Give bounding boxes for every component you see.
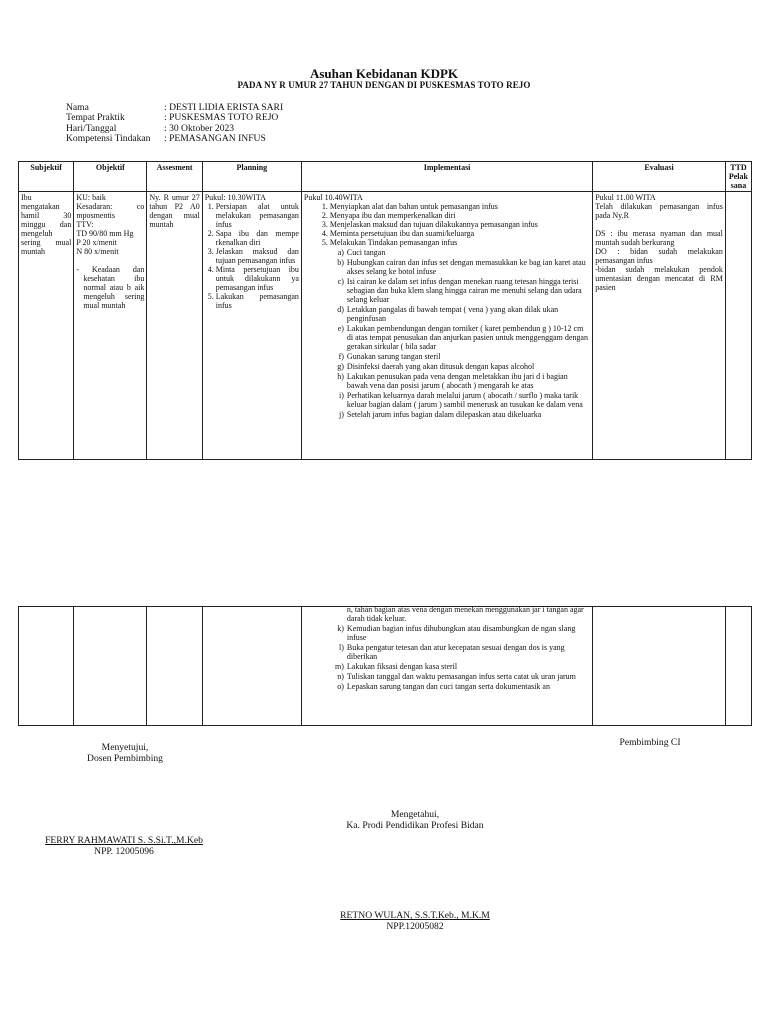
evaluasi-ds: DS : ibu merasa nyaman dan mual muntah sudah berkurang	[595, 229, 723, 247]
cell-ttd	[725, 192, 751, 460]
step-item	[339, 410, 590, 419]
acknowledgment-label: Mengetahui,	[390, 809, 440, 820]
step-item	[337, 362, 590, 371]
implementasi-time: Pukul 10.40WITA	[303, 193, 363, 202]
cont-cell-assesment	[147, 607, 202, 726]
document-subtitle: PADA NY R UMUR 27 TAHUN DENGAN DI PUSKESMAS TOTO REJO	[237, 80, 531, 90]
head-signature	[300, 910, 530, 932]
step-mark: d)	[337, 305, 344, 314]
step-mark: c)	[337, 277, 344, 286]
implementasi-item: 3. Menjelaskan maksud dan tujuan dilakukannya pemasangan infus	[330, 220, 590, 229]
info-row-kompetensi	[66, 134, 283, 144]
planning-item: 5. Lakukan pemasangan infus	[216, 292, 299, 310]
cell-implementasi	[301, 192, 592, 460]
step-item	[337, 248, 590, 257]
planning-item: 2. Sapa ibu dan mempe rkenalkan diri	[216, 229, 299, 247]
objektif-kesadaran: Kesadaran: co mposmentis	[76, 202, 145, 220]
cell-assesment: Ny. R umur 27 tahun P2 A0 dengan mual muntah	[147, 192, 202, 460]
step-text: Kemudian bagian infus dihubungkan atau disambungkan de ngan slang infuse	[346, 624, 576, 642]
step-text: Isi cairan ke dalam set infus dengan menekan ruang tetesan hingga terisi sebagian dan buka klem slang hingga cairan me menuhi selang dan udara selang keluar	[346, 277, 582, 304]
step-mark: n)	[337, 672, 344, 681]
step-text: Disinfeksi daerah yang akan ditusuk dengan kapas alcohol	[346, 362, 535, 371]
approval-block	[60, 742, 190, 764]
cont-cell-implementasi	[301, 607, 592, 726]
step-mark: m)	[335, 662, 344, 671]
step-mark: i)	[339, 391, 344, 400]
header-objektif: Objektif	[74, 162, 147, 192]
step-item	[337, 672, 590, 681]
info-label: Tempat Praktik	[66, 112, 125, 124]
step-text: Gunakan sarung tangan steril	[346, 352, 441, 361]
header-subjektif: Subjektif	[19, 162, 74, 192]
planning-time: Pukul: 10.30WITA	[204, 193, 266, 202]
step-text: Hubungkan cairan dan infus set dengan memasukkan ke bag ian karet atau akses selang ke botol infuse	[346, 258, 586, 276]
info-value: : DESTI LIDIA ERISTA SARI	[164, 102, 284, 113]
step-item	[337, 372, 590, 390]
step-text: Tuliskan tanggal dan waktu pemasangan infus serta catat uk uran jarum	[346, 672, 576, 681]
cont-cell-ttd	[725, 607, 751, 726]
step-text: Perhatikan keluarnya darah melalui jarum ( abocath / surflo ) maka tarik keluar bagian dalam ( jarum ) sambil menerusk an tusukan ke dalam vena	[346, 391, 583, 409]
step-text: Cuci tangan	[346, 248, 386, 257]
cell-objektif	[74, 192, 147, 460]
step-item	[339, 643, 590, 661]
step-mark: e)	[337, 324, 344, 333]
step-item	[338, 352, 590, 361]
cell-planning	[202, 192, 301, 460]
step-mark: l)	[339, 643, 344, 652]
step-text: Lepaskan sarung tangan dan cuci tangan serta dokumentasik an	[346, 682, 550, 691]
step-mark: b)	[337, 258, 344, 267]
info-value: : PUSKESMAS TOTO REJO	[164, 112, 279, 124]
step-item	[335, 662, 590, 671]
step-mark: a)	[337, 248, 344, 257]
soap-table	[18, 161, 752, 460]
step-item	[337, 277, 590, 304]
objektif-keadaan: - Keadaan dan kesehatan ibu normal atau b aik mengeluh sering mual muntah	[76, 265, 145, 310]
planning-list	[205, 202, 299, 310]
header-ttd: TTD Pelak sana	[725, 162, 751, 192]
step-mark: k)	[337, 624, 344, 633]
implementasi-item: 4. Meminta persetujuan ibu dan suami/keluarga	[330, 229, 590, 238]
step-text: Lakukan penusukan pada vena dengan meletakkan ibu jari d i bagian bawah vena dan posisi jarum ( abocath ) mengarah ke atas	[346, 372, 568, 390]
continuation-text: n, tahan bagian atas vena dengan menekan menggunakan jar i tangan agar darah tidak keluar.	[346, 605, 584, 623]
step-mark: f)	[338, 352, 344, 361]
header-implementasi: Implementasi	[301, 162, 592, 192]
acknowledgment-role: Ka. Prodi Pendidikan Profesi Bidan	[346, 820, 484, 831]
implementasi-item: 1. Menyiapkan alat dan bahan untuk pemasangan infus	[330, 202, 590, 211]
step-mark: g)	[337, 362, 344, 371]
head-npp: NPP.12005082	[386, 921, 444, 932]
implementasi-steps	[304, 248, 590, 419]
info-label: Hari/Tanggal	[66, 122, 117, 134]
approval-role: Dosen Pembimbing	[87, 753, 163, 764]
approval-label: Menyetujui,	[101, 742, 149, 753]
objektif-ku: KU: baik	[76, 193, 106, 202]
cont-cell-planning	[202, 607, 301, 726]
step-mark: j)	[339, 410, 344, 419]
cont-cell-evaluasi	[593, 607, 726, 726]
planning-item: 1. Persiapan alat untuk melakukan pemasangan infus	[216, 202, 299, 229]
cont-cell-subjektif	[19, 607, 74, 726]
step-item	[337, 624, 590, 642]
step-text: Setelah jarum infus bagian dalam dilepaskan atau dikeluarka	[346, 410, 542, 419]
ci-supervisor-label: Pembimbing CI	[619, 737, 681, 748]
implementasi-item: 5. Melakukan Tindakan pemasangan infus	[330, 238, 590, 247]
step-item	[337, 305, 590, 323]
info-value: : PEMASANGAN INFUS	[164, 133, 266, 145]
step-item	[339, 391, 590, 409]
step-text: Lakukan pembendungan dengan torniker ( karet pembendun g ) 10-12 cm di atas tempat penusukan dan anjurkan pasien untuk menggenggam dengan gerakan sirkular ( bila sadar	[346, 324, 588, 351]
soap-table-continued	[18, 606, 752, 726]
info-label: Nama	[66, 102, 89, 113]
objektif-n: N 80 x/menit	[76, 247, 119, 256]
step-text: Lakukan fiksasi dengan kasa steril	[346, 662, 458, 671]
objektif-ttv: TTV:	[76, 220, 94, 229]
step-item	[337, 258, 590, 276]
lecturer-name: FERRY RAHMAWATI S. S.Si.T.,M.Keb	[45, 835, 203, 846]
planning-item: 4. Minta persetujuan ibu untuk dilakukann ya pemasangan infus	[216, 265, 299, 292]
acknowledgment-block	[300, 809, 530, 831]
implementasi-list	[304, 202, 590, 247]
objektif-td: TD 90/80 mm Hg	[76, 229, 134, 238]
header-assesment: Assesment	[147, 162, 202, 192]
cell-subjektif: Ibu mengatakan hamil 30 minggu dan mengeluh sering mual muntah	[19, 192, 74, 460]
header-evaluasi: Evaluasi	[593, 162, 726, 192]
step-item	[337, 682, 590, 691]
step-text: Buka pengatur tetesan dan atur kecepatan sesuai dengan dos is yang diberikan	[346, 643, 565, 661]
lecturer-signature	[18, 835, 230, 857]
continuation-steps	[304, 624, 590, 691]
evaluasi-do: DO : bidan sudah melakukan pemasangan infus	[595, 247, 723, 265]
objektif-p: P 20 x/menit	[76, 238, 117, 247]
step-mark: o)	[337, 682, 344, 691]
step-item	[337, 324, 590, 351]
implementasi-item: 2. Menyapa ibu dan memperkenalkan diri	[330, 211, 590, 220]
evaluasi-line1: Telah dilakukan pemasangan infus pada Ny.R	[595, 202, 723, 220]
head-name: RETNO WULAN, S.S.T.Keb., M.K.M	[340, 910, 490, 921]
cell-evaluasi	[593, 192, 726, 460]
header-planning: Planning	[202, 162, 301, 192]
info-label: Kompetensi Tindakan	[66, 133, 151, 145]
evaluasi-time: Pukul 11.00 WITA	[595, 193, 656, 202]
planning-item: 3. Jelaskan maksud dan tujuan pemasangan infus	[216, 247, 299, 265]
step-text: Letakkan pangalas di bawah tempat ( vena ) yang akan dilak ukan penginfusan	[346, 305, 559, 323]
info-block	[66, 103, 283, 145]
document-title: Asuhan Kebidanan KDPK	[309, 66, 459, 81]
step-mark: h)	[337, 372, 344, 381]
evaluasi-note: -bidan sudah melakukan pendok umentasian dengan mencatat di RM pasien	[595, 265, 723, 292]
info-value: : 30 Oktober 2023	[164, 122, 235, 134]
cont-cell-objektif	[74, 607, 147, 726]
lecturer-npp: NPP. 12005096	[94, 846, 154, 857]
